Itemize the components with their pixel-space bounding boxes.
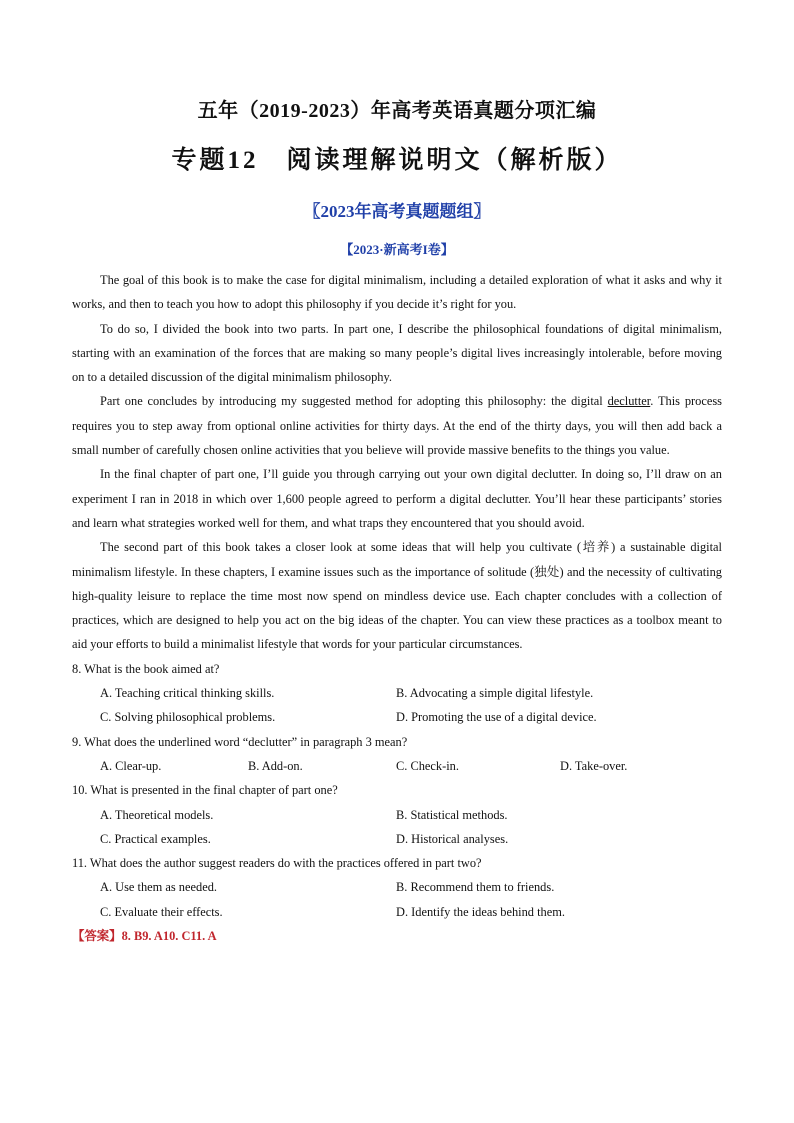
section-heading: 〖2023年高考真题题组〗 [303, 202, 491, 221]
paragraph-3-after: . This process requires you to step away from optional online activities for thirty days. At the end of the thirty days, you will then add back a small number of carefully chosen online activities that you believe will provide massive benefits to the things you value. [72, 394, 722, 458]
answer-label: 【答案】 [72, 929, 122, 944]
question-8-options-row-1 [72, 681, 722, 705]
option-b: B. Recommend them to friends. [396, 880, 555, 895]
question-11: 11. What does the author suggest readers do with the practices offered in part two? [72, 856, 482, 871]
question-11-options-row-2 [72, 900, 722, 924]
question-10: 10. What is presented in the final chapter of part one? [72, 783, 338, 798]
question-10-options-row-2 [72, 827, 722, 851]
document-subtitle: 专题12 阅读理解说明文（解析版） [171, 147, 623, 174]
passage-body [72, 268, 722, 948]
option-d: D. Historical analyses. [396, 831, 509, 846]
paragraph-2: To do so, I divided the book into two parts. In part one, I describe the philosophical foundations of digital minimalism, starting with an examination of the forces that are making so many people’s digital lives increasingly intolerable, before moving on to a detailed discussion of the digital minimalism philosophy. [72, 321, 722, 385]
option-b: B. Advocating a simple digital lifestyle. [396, 686, 594, 701]
option-d: D. Take-over. [560, 758, 628, 773]
option-a: A. Theoretical models. [100, 807, 214, 822]
underlined-word-declutter: declutter [607, 394, 651, 409]
paragraph-4: In the final chapter of part one, I’ll guide you through carrying out your own digital declutter. In doing so, I’ll draw on an experiment I ran in 2018 in which over 1,600 people agreed to perform a digital declutter. You’ll hear these participants’ stories and learn what strategies worked well for them, and what traps they encountered that you should avoid. [72, 467, 722, 530]
paragraph-3 [72, 389, 722, 462]
option-c: C. Check-in. [396, 758, 459, 773]
option-a: A. Teaching critical thinking skills. [100, 686, 275, 701]
question-9: 9. What does the underlined word “declutter” in paragraph 3 mean? [72, 734, 408, 749]
option-b: B. Statistical methods. [396, 807, 508, 822]
option-b: B. Add-on. [248, 758, 303, 773]
paragraph-3-before: Part one concludes by introducing my suggested method for adopting this philosophy: the digital [100, 394, 608, 409]
option-a: A. Use them as needed. [100, 880, 217, 895]
answer-key [72, 924, 722, 948]
question-8: 8. What is the book aimed at? [72, 661, 220, 676]
option-c: C. Practical examples. [100, 831, 211, 846]
option-d: D. Promoting the use of a digital device. [396, 710, 597, 725]
question-10-options-row-1 [72, 803, 722, 827]
document-title: 五年（2019-2023）年高考英语真题分项汇编 [197, 100, 597, 122]
paragraph-5: The second part of this book takes a closer look at some ideas that will help you cultivate (培养) a sustainable digital minimalism lifestyle. In these chapters, I examine issues such as the importance of solitude (独处) and the necessity of cultivating high-quality leisure to replace the time most now spend on mindless device use. Each chapter concludes with a collection of practices, which are designed to help you act on the big ideas of the chapter. You can view these practices as a toolbox meant to aid your efforts to build a minimalist lifestyle that words for your particular circumstances. [72, 540, 722, 652]
option-d: D. Identify the ideas behind them. [396, 904, 565, 919]
exam-source-label: 【2023·新高考I卷】 [340, 242, 454, 257]
option-c: C. Evaluate their effects. [100, 904, 223, 919]
option-c: C. Solving philosophical problems. [100, 710, 276, 725]
answer-text: 8. B9. A10. C11. A [121, 929, 217, 944]
paragraph-1: The goal of this book is to make the case for digital minimalism, including a detailed exploration of what it asks and why it works, and then to teach you how to adopt this philosophy if you decide it’s right for you. [72, 273, 722, 312]
question-8-options-row-2 [72, 705, 722, 729]
question-11-options-row-1 [72, 875, 722, 899]
option-a: A. Clear-up. [100, 758, 162, 773]
question-9-options-row [72, 754, 722, 778]
